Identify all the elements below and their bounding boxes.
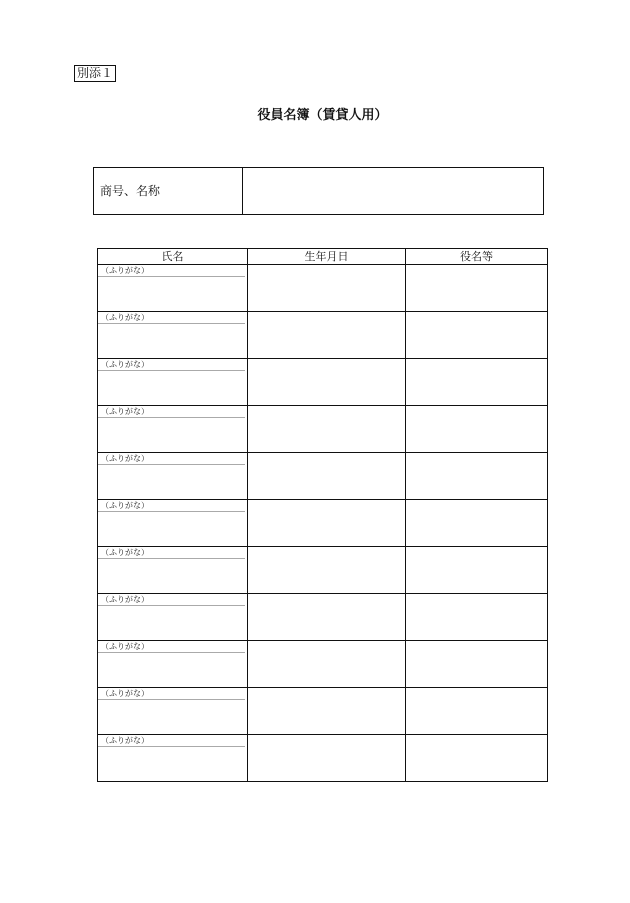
furigana-label: （ふりがな） — [98, 735, 245, 747]
table-row — [98, 547, 548, 594]
position-cell[interactable] — [406, 735, 548, 782]
furigana-label: （ふりがな） — [98, 312, 245, 324]
table-header-row — [98, 249, 548, 265]
position-cell[interactable] — [406, 312, 548, 359]
name-cell[interactable] — [98, 312, 248, 359]
table-row — [98, 500, 548, 547]
name-cell[interactable] — [98, 453, 248, 500]
position-cell[interactable] — [406, 500, 548, 547]
furigana-label: （ふりがな） — [98, 547, 245, 559]
company-name-label: 商号、名称 — [94, 168, 243, 214]
furigana-label: （ふりがな） — [98, 359, 245, 371]
birthdate-cell[interactable] — [248, 594, 406, 641]
table-row — [98, 688, 548, 735]
company-name-field[interactable] — [244, 168, 543, 214]
birthdate-cell[interactable] — [248, 547, 406, 594]
table-row — [98, 312, 548, 359]
name-cell[interactable] — [98, 641, 248, 688]
page-title: 役員名簿（賃貸人用） — [257, 108, 388, 123]
table-row — [98, 594, 548, 641]
name-cell[interactable] — [98, 688, 248, 735]
position-cell[interactable] — [406, 265, 548, 312]
name-cell[interactable] — [98, 594, 248, 641]
name-cell[interactable] — [98, 359, 248, 406]
birthdate-cell[interactable] — [248, 406, 406, 453]
position-cell[interactable] — [406, 688, 548, 735]
name-cell[interactable] — [98, 500, 248, 547]
position-cell[interactable] — [406, 547, 548, 594]
birthdate-cell[interactable] — [248, 359, 406, 406]
birthdate-cell[interactable] — [248, 735, 406, 782]
officer-table — [97, 248, 548, 782]
header-name: 氏名 — [98, 249, 248, 265]
position-cell[interactable] — [406, 594, 548, 641]
position-cell[interactable] — [406, 453, 548, 500]
furigana-label: （ふりがな） — [98, 688, 245, 700]
position-cell[interactable] — [406, 641, 548, 688]
table-row — [98, 735, 548, 782]
table-row — [98, 359, 548, 406]
position-cell[interactable] — [406, 359, 548, 406]
table-row — [98, 406, 548, 453]
furigana-label: （ふりがな） — [98, 453, 245, 465]
header-birthdate: 生年月日 — [248, 249, 406, 265]
position-cell[interactable] — [406, 406, 548, 453]
birthdate-cell[interactable] — [248, 641, 406, 688]
name-cell[interactable] — [98, 547, 248, 594]
officer-rows — [98, 265, 548, 782]
name-cell[interactable] — [98, 406, 248, 453]
company-name-box — [93, 167, 544, 215]
furigana-label: （ふりがな） — [98, 641, 245, 653]
attachment-label: 別添１ — [74, 65, 116, 82]
name-cell[interactable] — [98, 265, 248, 312]
table-row — [98, 641, 548, 688]
name-cell[interactable] — [98, 735, 248, 782]
furigana-label: （ふりがな） — [98, 265, 245, 277]
birthdate-cell[interactable] — [248, 312, 406, 359]
birthdate-cell[interactable] — [248, 265, 406, 312]
header-position: 役名等 — [406, 249, 548, 265]
furigana-label: （ふりがな） — [98, 406, 245, 418]
furigana-label: （ふりがな） — [98, 594, 245, 606]
table-row — [98, 453, 548, 500]
birthdate-cell[interactable] — [248, 500, 406, 547]
table-row — [98, 265, 548, 312]
birthdate-cell[interactable] — [248, 688, 406, 735]
birthdate-cell[interactable] — [248, 453, 406, 500]
furigana-label: （ふりがな） — [98, 500, 245, 512]
